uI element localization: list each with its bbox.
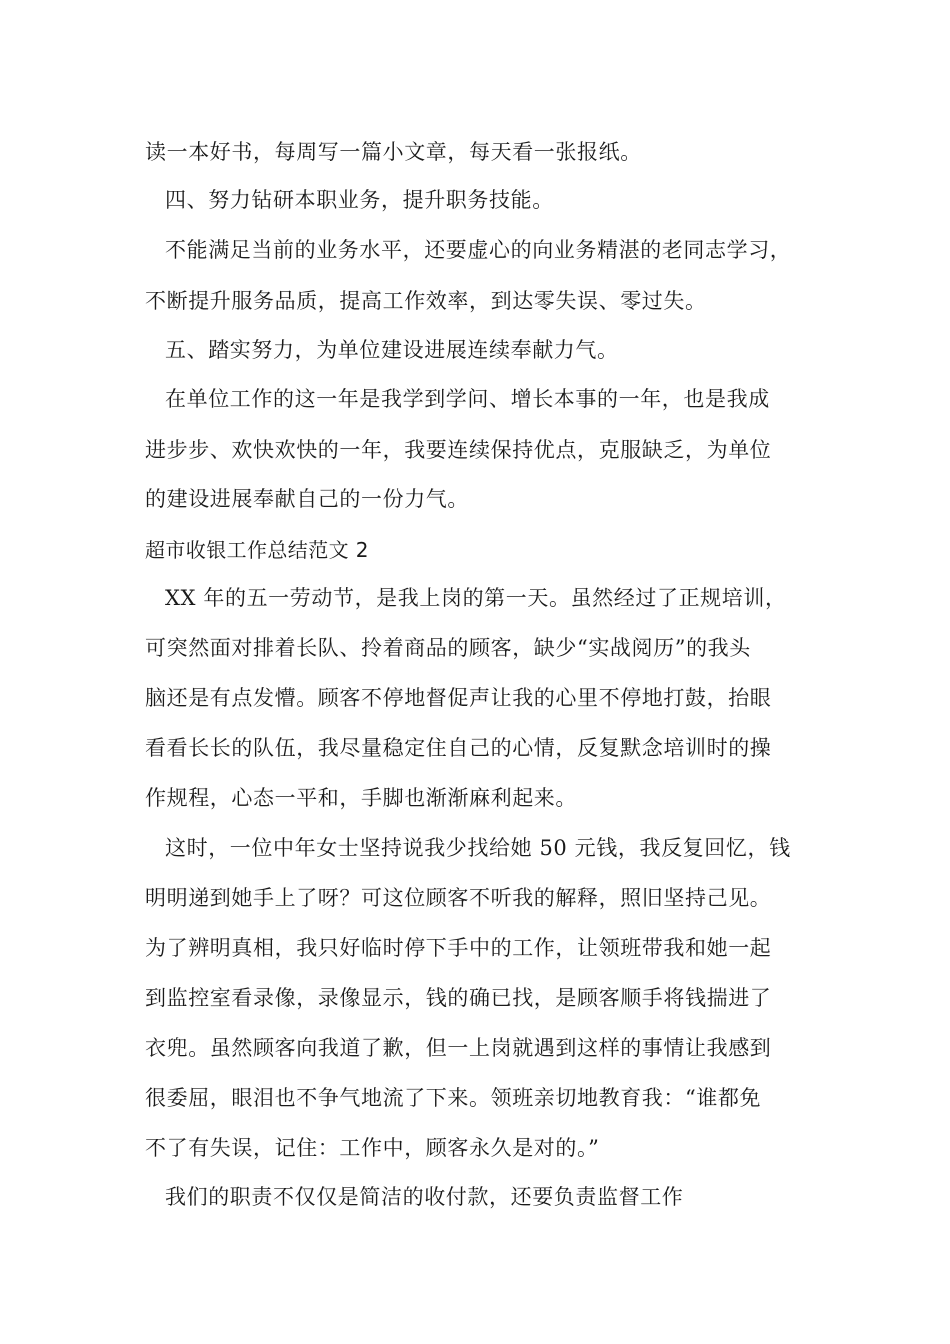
body-text-line: 很委屈，眼泪也不争气地流了下来。领班亲切地教育我：“谁都免 (145, 1086, 762, 1110)
body-text-line: 脑还是有点发懵。顾客不停地督促声让我的心里不停地打鼓，抬眼 (145, 686, 772, 710)
body-text-line: 不能满足当前的业务水平，还要虚心的向业务精湛的老同志学习， (165, 238, 792, 262)
body-text-line: XX 年的五一劳动节，是我上岗的第一天。虽然经过了正规培训， (165, 586, 787, 610)
body-text-line: 进步步、欢快欢快的一年，我要连续保持优点，克服缺乏，为单位 (145, 438, 772, 462)
body-text-line: 作规程，心态一平和，手脚也渐渐麻利起来。 (145, 786, 577, 810)
body-text-line: 明明递到她手上了呀？可这位顾客不听我的解释，照旧坚持己见。 (145, 886, 772, 910)
body-text-line: 不断提升服务品质，提高工作效率，到达零失误、零过失。 (145, 289, 707, 313)
body-text-line: 读一本好书，每周写一篇小文章，每天看一张报纸。 (145, 140, 642, 164)
body-text-line: 可突然面对排着长队、拎着商品的顾客，缺少“实战阅历”的我头 (145, 636, 751, 660)
body-text-line: 在单位工作的这一年是我学到学问、增长本事的一年，也是我成 (165, 387, 770, 411)
body-text-line: 不了有失误，记住：工作中，顾客永久是对的。” (145, 1136, 600, 1160)
body-text-line: 到监控室看录像，录像显示，钱的确已找，是顾客顺手将钱揣进了 (145, 986, 772, 1010)
body-text-line: 我们的职责不仅仅是简洁的收付款，还要负责监督工作 (165, 1185, 684, 1209)
body-text-line: 看看长长的队伍，我尽量稳定住自己的心情，反复默念培训时的操 (145, 736, 772, 760)
section-heading-four: 四、努力钻研本职业务，提升职务技能。 (165, 188, 554, 212)
section-heading-five: 五、踏实努力，为单位建设进展连续奉献力气。 (165, 338, 619, 362)
body-text-line: 为了辨明真相，我只好临时停下手中的工作，让领班带我和她一起 (145, 936, 772, 960)
body-text-line: 衣兜。虽然顾客向我道了歉，但一上岗就遇到这样的事情让我感到 (145, 1036, 772, 1060)
body-text-line: 的建设进展奉献自己的一份力气。 (145, 487, 469, 511)
body-text-line: 这时，一位中年女士坚持说我少找给她 50 元钱，我反复回忆，钱 (165, 836, 791, 860)
article-title: 超市收银工作总结范文 2 (145, 538, 369, 562)
